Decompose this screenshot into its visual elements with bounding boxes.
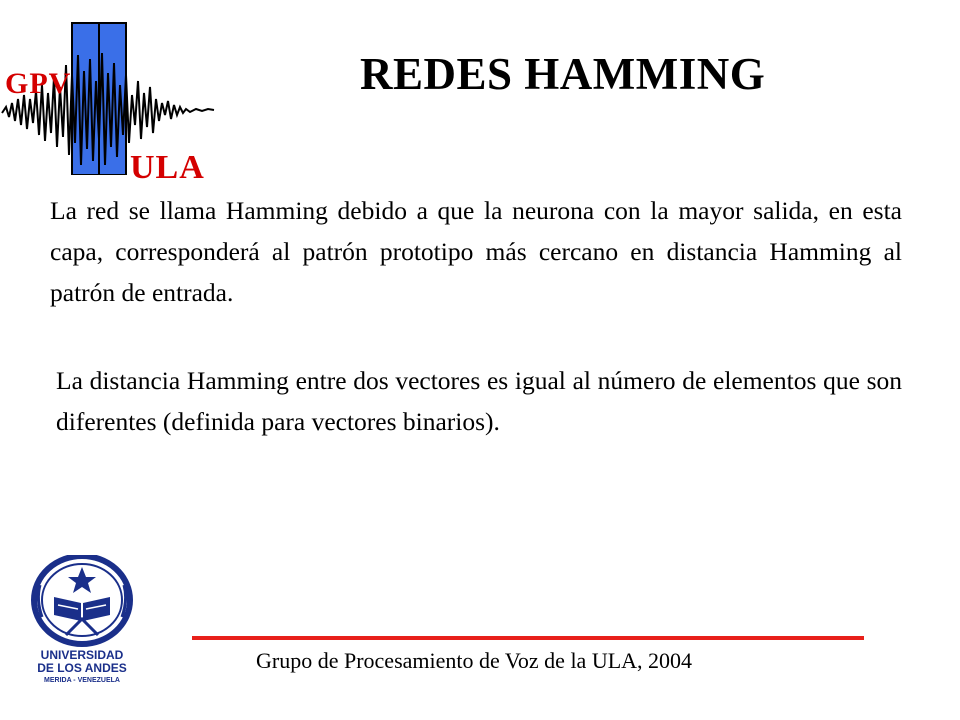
- seal-text-line3: MERIDA - VENEZUELA: [44, 677, 120, 684]
- footer-text: Grupo de Procesamiento de Voz de la ULA, 2004: [256, 648, 693, 673]
- paragraph-hamming-name: La red se llama Hamming debido a que la neurona con la mayor salida, en esta capa, corresponderá al patrón prototipo más cercano en distancia Hamming al patrón de entrada.: [50, 196, 902, 307]
- slide-title: REDES HAMMING: [360, 49, 766, 99]
- seal-text-line2: DE LOS ANDES: [37, 661, 127, 675]
- university-seal-logo: [26, 555, 138, 685]
- ula-label: ULA: [130, 149, 205, 186]
- seal-text-line1: UNIVERSIDAD: [40, 648, 124, 662]
- footer-divider: [192, 636, 864, 640]
- gpv-label: GPV: [5, 67, 72, 100]
- gpv-ula-logo: [0, 15, 220, 186]
- paragraph-hamming-distance: La distancia Hamming entre dos vectores es igual al número de elementos que son diferentes (definida para vectores binarios).: [56, 366, 902, 436]
